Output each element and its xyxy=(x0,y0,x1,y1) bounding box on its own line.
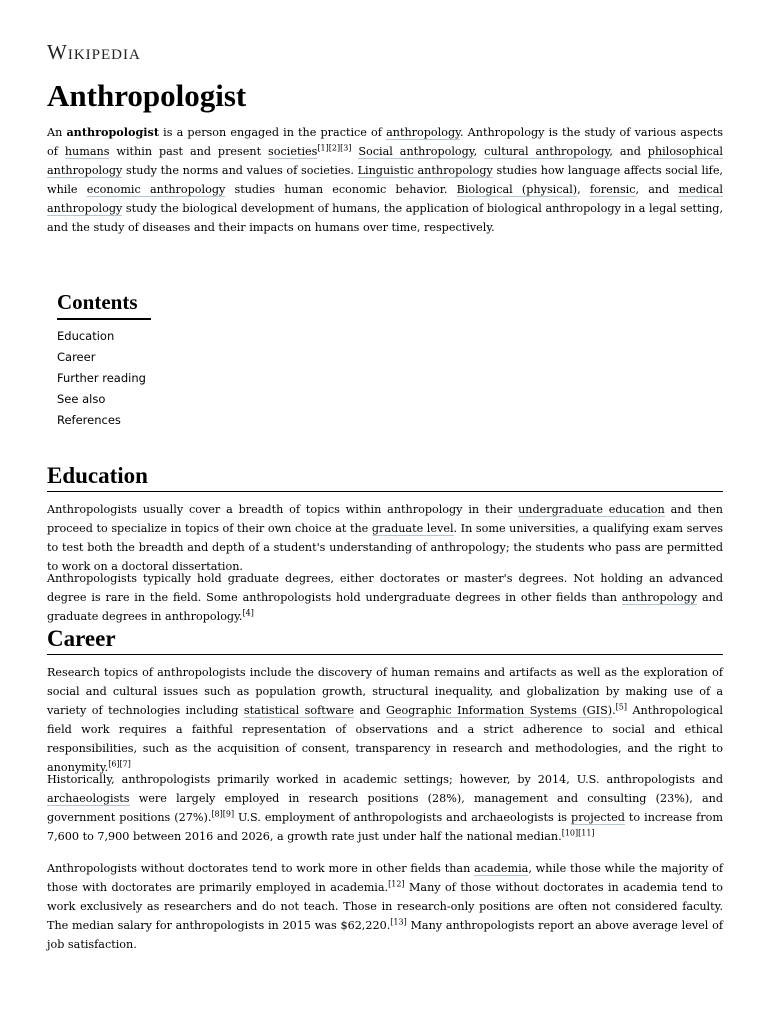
link-forensic[interactable]: forensic xyxy=(589,183,636,196)
link-undergraduate-education[interactable]: undergraduate education xyxy=(518,503,665,516)
link-statistical-software[interactable]: statistical software xyxy=(243,704,355,717)
toc-item-career[interactable]: Career xyxy=(57,350,96,364)
citation-4[interactable]: [4] xyxy=(242,608,254,618)
toc-list xyxy=(57,326,197,431)
link-gis[interactable]: Geographic Information Systems (GIS) xyxy=(385,704,613,717)
citation-10-11[interactable]: [10][11] xyxy=(561,828,595,838)
education-paragraph-2: Anthropologists typically hold graduate degrees, either doctorates or master's degrees. Not holding an advanced degree is rare in the field. Some anthropologists hold undergraduate degrees in other fields than anthropology and graduate degrees in anthropology.[4] xyxy=(47,572,723,623)
toc-heading: Contents xyxy=(57,290,151,320)
intro-paragraph: An anthropologist is a person engaged in the practice of anthropology. Anthropology is the study of various aspects of humans within past and present societies[1][2][3] Social anthropology, cultural anthropology, and philosophical anthropology study the norms and values of societies. Linguistic anthropology studies how language affects social life, while economic anthropology studies human economic behavior. Biological (physical), forensic, and medical anthropology study the biological development of humans, the application of biological anthropology in a legal setting, and the study of diseases and their impacts on humans over time, respectively. xyxy=(47,125,724,234)
link-economic-anthropology[interactable]: economic anthropology xyxy=(86,183,226,196)
citation-8-9[interactable]: [8][9] xyxy=(211,809,235,819)
link-academia[interactable]: academia xyxy=(474,862,529,875)
career-paragraph-1: Research topics of anthropologists include the discovery of human remains and artifacts as well as the exploration of social and cultural issues such as population growth, structural inequality, and globalization by making use of a variety of technologies including statistical software and Geographic Information Systems (GIS).[5] Anthropological field work requires a faithful representation of observations and a strict adherence to social and ethical responsibilities, such as the acquisition of consent, transparency in research and methodologies, and the right to anonymity.[6][7] xyxy=(47,666,723,774)
page-title: Anthropologist xyxy=(47,78,247,113)
link-societies[interactable]: societies xyxy=(268,145,318,158)
link-social-anthropology[interactable]: Social anthropology xyxy=(358,145,474,158)
education-paragraph-1: Anthropologists usually cover a breadth of topics within anthropology in their undergraduate education and then proceed to specialize in topics of their own choice at the graduate level. In some universities, a qualifying exam serves to test both the breadth and depth of a student's understanding of anthropology; the students who pass are permitted to work on a doctoral dissertation. xyxy=(47,503,723,573)
career-paragraph-3: Anthropologists without doctorates tend to work more in other fields than academia, while those while the majority of those with doctorates are primarily employed in academia.[12] Many of those without doctorates in academia tend to work exclusively as researchers and do not teach. Those in research-only positions are often not considered faculty. The median salary for anthropologists in 2015 was $62,220.[13] Many anthropologists report an above average level of job satisfaction. xyxy=(47,862,723,951)
link-philosophical-anthropology[interactable]: philosophical anthropology xyxy=(47,145,723,177)
link-biological-physical[interactable]: Biological (physical) xyxy=(456,183,578,196)
link-cultural-anthropology[interactable]: cultural anthropology xyxy=(484,145,610,158)
section-heading-career: Career xyxy=(47,626,723,655)
wikipedia-logo[interactable]: Wikipedia xyxy=(47,40,141,64)
career-paragraph-2: Historically, anthropologists primarily worked in academic settings; however, by 2014, U.S. anthropologists and archaeologists were largely employed in research positions (28%), management and consulting (23%), and government positions (27%).[8][9] U.S. employment of anthropologists and archaeologists is projected to increase from 7,600 to 7,900 between 2016 and 2026, a growth rate just under half the national median.[10][11] xyxy=(47,773,723,843)
citation-6-7[interactable]: [6][7] xyxy=(108,759,131,769)
link-anthropology[interactable]: anthropology xyxy=(386,126,460,139)
link-archaeologists[interactable]: archaeologists xyxy=(47,792,130,805)
link-graduate-level[interactable]: graduate level xyxy=(371,522,454,535)
toc-item-references[interactable]: References xyxy=(57,413,121,427)
toc-item-see-also[interactable]: See also xyxy=(57,392,106,406)
citation-12[interactable]: [12] xyxy=(388,879,405,889)
citation-13[interactable]: [13] xyxy=(390,917,407,927)
link-humans[interactable]: humans xyxy=(64,145,110,158)
citation-1-2-3[interactable]: [1][2][3] xyxy=(317,143,352,153)
link-projected[interactable]: projected xyxy=(571,811,625,824)
table-of-contents xyxy=(57,290,197,431)
bold-term: anthropologist xyxy=(66,125,160,139)
link-anthropology-2[interactable]: anthropology xyxy=(621,591,698,604)
section-heading-education: Education xyxy=(47,463,723,492)
toc-item-further-reading[interactable]: Further reading xyxy=(57,371,146,385)
toc-item-education[interactable]: Education xyxy=(57,329,115,343)
citation-5[interactable]: [5] xyxy=(615,702,627,712)
link-medical-anthropology[interactable]: medical anthropology xyxy=(47,183,723,215)
link-linguistic-anthropology[interactable]: Linguistic anthropology xyxy=(357,164,493,177)
